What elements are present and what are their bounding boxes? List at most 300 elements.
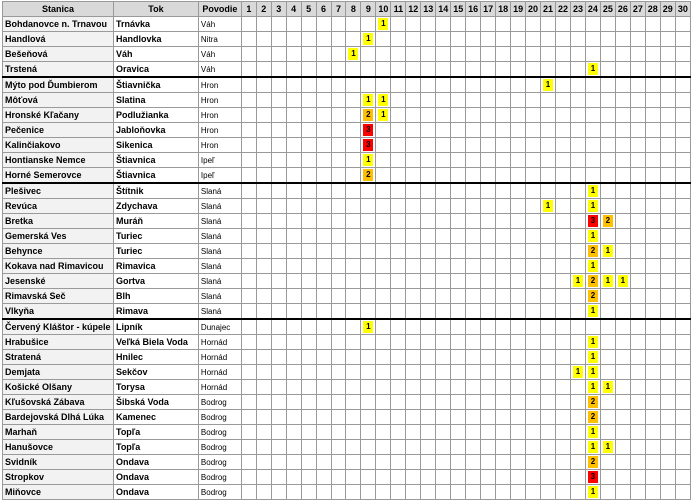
day-cell-30 (675, 17, 690, 32)
day-cell-1 (241, 304, 256, 320)
day-cell-30 (675, 47, 690, 62)
day-cell-2 (256, 274, 271, 289)
day-cell-27 (630, 425, 645, 440)
day-cell-15 (451, 470, 466, 485)
day-cell-5 (301, 319, 316, 335)
day-cell-5 (301, 425, 316, 440)
day-cell-8 (346, 32, 361, 47)
basin-cell: Váh (198, 47, 241, 62)
day-cell-3 (271, 62, 286, 78)
day-cell-20 (526, 123, 541, 138)
day-cell-8 (346, 199, 361, 214)
river-cell: Slatina (113, 93, 198, 108)
day-cell-26 (615, 183, 630, 199)
day-cell-28 (645, 335, 660, 350)
day-cell-23 (570, 304, 585, 320)
day-cell-14 (436, 244, 451, 259)
day-cell-8 (346, 93, 361, 108)
day-cell-30 (675, 289, 690, 304)
day-cell-28 (645, 304, 660, 320)
basin-cell: Slaná (198, 229, 241, 244)
day-cell-26 (615, 32, 630, 47)
day-cell-6 (316, 380, 331, 395)
day-cell-12 (406, 183, 421, 199)
day-cell-7 (331, 470, 346, 485)
day-cell-5 (301, 455, 316, 470)
day-cell-13 (421, 455, 436, 470)
day-cell-15 (451, 17, 466, 32)
day-cell-23 (570, 425, 585, 440)
day-cell-19 (511, 62, 526, 78)
day-cell-4 (286, 229, 301, 244)
day-cell-3 (271, 108, 286, 123)
day-cell-2 (256, 183, 271, 199)
day-cell-28 (645, 168, 660, 184)
table-row (3, 214, 691, 229)
day-cell-8 (346, 274, 361, 289)
day-cell-28 (645, 123, 660, 138)
day-cell-16 (466, 77, 481, 93)
day-cell-19 (511, 335, 526, 350)
day-cell-25 (600, 319, 615, 335)
day-cell-14 (436, 319, 451, 335)
table-row (3, 410, 691, 425)
day-cell-22 (556, 32, 571, 47)
day-cell-20 (526, 470, 541, 485)
day-cell-12 (406, 108, 421, 123)
day-cell-21 (541, 183, 556, 199)
day-cell-21 (541, 365, 556, 380)
day-cell-4 (286, 440, 301, 455)
day-cell-24 (585, 259, 600, 274)
day-cell-3 (271, 259, 286, 274)
day-cell-16 (466, 183, 481, 199)
day-cell-27 (630, 93, 645, 108)
day-cell-17 (481, 47, 496, 62)
day-cell-4 (286, 455, 301, 470)
header-day-16: 16 (466, 2, 481, 17)
day-cell-13 (421, 425, 436, 440)
day-cell-6 (316, 319, 331, 335)
station-cell: Môťová (3, 93, 114, 108)
day-cell-2 (256, 47, 271, 62)
day-cell-10 (376, 380, 391, 395)
day-cell-8 (346, 183, 361, 199)
day-cell-17 (481, 229, 496, 244)
day-cell-5 (301, 123, 316, 138)
day-cell-5 (301, 350, 316, 365)
day-cell-24 (585, 229, 600, 244)
flood-level-badge: 1 (588, 381, 598, 393)
day-cell-2 (256, 365, 271, 380)
day-cell-13 (421, 93, 436, 108)
day-cell-5 (301, 289, 316, 304)
day-cell-18 (496, 32, 511, 47)
day-cell-28 (645, 17, 660, 32)
day-cell-26 (615, 455, 630, 470)
day-cell-11 (391, 335, 406, 350)
day-cell-16 (466, 138, 481, 153)
day-cell-10 (376, 335, 391, 350)
header-day-26: 26 (615, 2, 630, 17)
header-day-5: 5 (301, 2, 316, 17)
day-cell-7 (331, 229, 346, 244)
flood-level-badge: 1 (603, 245, 613, 257)
day-cell-20 (526, 93, 541, 108)
day-cell-6 (316, 289, 331, 304)
day-cell-7 (331, 183, 346, 199)
day-cell-11 (391, 138, 406, 153)
day-cell-8 (346, 470, 361, 485)
day-cell-20 (526, 17, 541, 32)
basin-cell: Bodrog (198, 395, 241, 410)
day-cell-26 (615, 365, 630, 380)
day-cell-14 (436, 335, 451, 350)
day-cell-7 (331, 168, 346, 184)
day-cell-3 (271, 470, 286, 485)
day-cell-5 (301, 304, 316, 320)
day-cell-2 (256, 138, 271, 153)
day-cell-19 (511, 199, 526, 214)
day-cell-23 (570, 470, 585, 485)
day-cell-30 (675, 259, 690, 274)
header-day-22: 22 (556, 2, 571, 17)
day-cell-26 (615, 153, 630, 168)
day-cell-8 (346, 335, 361, 350)
day-cell-24 (585, 319, 600, 335)
day-cell-20 (526, 138, 541, 153)
day-cell-15 (451, 47, 466, 62)
day-cell-7 (331, 365, 346, 380)
day-cell-28 (645, 199, 660, 214)
day-cell-29 (660, 183, 675, 199)
day-cell-18 (496, 17, 511, 32)
day-cell-29 (660, 199, 675, 214)
day-cell-20 (526, 365, 541, 380)
day-cell-2 (256, 244, 271, 259)
day-cell-18 (496, 455, 511, 470)
day-cell-22 (556, 455, 571, 470)
day-cell-14 (436, 123, 451, 138)
station-cell: Hontianske Nemce (3, 153, 114, 168)
day-cell-19 (511, 123, 526, 138)
river-cell: Lipník (113, 319, 198, 335)
day-cell-30 (675, 199, 690, 214)
header-day-17: 17 (481, 2, 496, 17)
day-cell-24 (585, 410, 600, 425)
day-cell-13 (421, 410, 436, 425)
day-cell-20 (526, 485, 541, 500)
day-cell-16 (466, 350, 481, 365)
day-cell-7 (331, 335, 346, 350)
day-cell-1 (241, 77, 256, 93)
day-cell-4 (286, 108, 301, 123)
day-cell-30 (675, 93, 690, 108)
header-day-8: 8 (346, 2, 361, 17)
day-cell-18 (496, 425, 511, 440)
day-cell-30 (675, 380, 690, 395)
day-cell-27 (630, 335, 645, 350)
day-cell-5 (301, 229, 316, 244)
day-cell-22 (556, 380, 571, 395)
day-cell-17 (481, 62, 496, 78)
day-cell-28 (645, 62, 660, 78)
basin-cell: Hornád (198, 380, 241, 395)
day-cell-19 (511, 229, 526, 244)
river-cell: Podlužianka (113, 108, 198, 123)
day-cell-16 (466, 123, 481, 138)
day-cell-5 (301, 470, 316, 485)
day-cell-25 (600, 425, 615, 440)
day-cell-5 (301, 259, 316, 274)
day-cell-15 (451, 229, 466, 244)
flood-level-badge: 1 (378, 94, 388, 106)
day-cell-5 (301, 365, 316, 380)
day-cell-5 (301, 380, 316, 395)
day-cell-9 (361, 17, 376, 32)
day-cell-12 (406, 168, 421, 184)
day-cell-25 (600, 335, 615, 350)
table-row (3, 123, 691, 138)
day-cell-22 (556, 395, 571, 410)
day-cell-23 (570, 168, 585, 184)
day-cell-30 (675, 62, 690, 78)
day-cell-9 (361, 319, 376, 335)
day-cell-11 (391, 259, 406, 274)
day-cell-13 (421, 17, 436, 32)
day-cell-8 (346, 365, 361, 380)
day-cell-3 (271, 47, 286, 62)
day-cell-13 (421, 214, 436, 229)
day-cell-24 (585, 199, 600, 214)
day-cell-30 (675, 168, 690, 184)
day-cell-27 (630, 289, 645, 304)
day-cell-20 (526, 274, 541, 289)
day-cell-30 (675, 350, 690, 365)
day-cell-13 (421, 153, 436, 168)
day-cell-30 (675, 77, 690, 93)
day-cell-17 (481, 32, 496, 47)
day-cell-15 (451, 440, 466, 455)
day-cell-25 (600, 485, 615, 500)
day-cell-15 (451, 199, 466, 214)
day-cell-23 (570, 380, 585, 395)
day-cell-6 (316, 153, 331, 168)
day-cell-26 (615, 214, 630, 229)
day-cell-7 (331, 410, 346, 425)
day-cell-8 (346, 259, 361, 274)
station-cell: Vlkyňa (3, 304, 114, 320)
river-cell: Gortva (113, 274, 198, 289)
day-cell-9 (361, 77, 376, 93)
day-cell-26 (615, 395, 630, 410)
day-cell-10 (376, 168, 391, 184)
day-cell-12 (406, 214, 421, 229)
day-cell-17 (481, 183, 496, 199)
day-cell-30 (675, 395, 690, 410)
day-cell-25 (600, 138, 615, 153)
day-cell-19 (511, 289, 526, 304)
station-cell: Červený Kláštor - kúpele (3, 319, 114, 335)
day-cell-30 (675, 304, 690, 320)
day-cell-8 (346, 153, 361, 168)
day-cell-12 (406, 365, 421, 380)
day-cell-1 (241, 168, 256, 184)
table-row (3, 32, 691, 47)
day-cell-26 (615, 17, 630, 32)
day-cell-7 (331, 395, 346, 410)
day-cell-21 (541, 335, 556, 350)
day-cell-21 (541, 259, 556, 274)
day-cell-18 (496, 304, 511, 320)
day-cell-26 (615, 229, 630, 244)
day-cell-25 (600, 259, 615, 274)
day-cell-23 (570, 47, 585, 62)
day-cell-12 (406, 259, 421, 274)
day-cell-10 (376, 47, 391, 62)
day-cell-14 (436, 274, 451, 289)
day-cell-3 (271, 229, 286, 244)
flood-level-badge: 1 (348, 48, 358, 60)
day-cell-13 (421, 440, 436, 455)
day-cell-10 (376, 485, 391, 500)
day-cell-17 (481, 440, 496, 455)
day-cell-5 (301, 410, 316, 425)
day-cell-1 (241, 32, 256, 47)
day-cell-3 (271, 168, 286, 184)
day-cell-21 (541, 17, 556, 32)
basin-cell: Bodrog (198, 470, 241, 485)
day-cell-3 (271, 304, 286, 320)
day-cell-3 (271, 485, 286, 500)
day-cell-2 (256, 304, 271, 320)
day-cell-8 (346, 123, 361, 138)
day-cell-21 (541, 93, 556, 108)
day-cell-9 (361, 138, 376, 153)
day-cell-27 (630, 274, 645, 289)
day-cell-12 (406, 335, 421, 350)
river-cell: Rimava (113, 304, 198, 320)
table-row (3, 77, 691, 93)
day-cell-9 (361, 199, 376, 214)
day-cell-22 (556, 108, 571, 123)
river-cell: Ondava (113, 470, 198, 485)
day-cell-22 (556, 274, 571, 289)
day-cell-10 (376, 32, 391, 47)
day-cell-6 (316, 395, 331, 410)
header-day-29: 29 (660, 2, 675, 17)
basin-cell: Slaná (198, 304, 241, 320)
day-cell-4 (286, 350, 301, 365)
header-day-4: 4 (286, 2, 301, 17)
day-cell-17 (481, 138, 496, 153)
day-cell-5 (301, 274, 316, 289)
day-cell-10 (376, 214, 391, 229)
day-cell-21 (541, 168, 556, 184)
day-cell-1 (241, 380, 256, 395)
day-cell-1 (241, 138, 256, 153)
day-cell-10 (376, 199, 391, 214)
day-cell-5 (301, 138, 316, 153)
day-cell-24 (585, 380, 600, 395)
day-cell-20 (526, 153, 541, 168)
day-cell-29 (660, 17, 675, 32)
day-cell-27 (630, 183, 645, 199)
day-cell-22 (556, 365, 571, 380)
table-row (3, 274, 691, 289)
day-cell-24 (585, 214, 600, 229)
day-cell-11 (391, 47, 406, 62)
day-cell-7 (331, 47, 346, 62)
river-cell: Jabloňovka (113, 123, 198, 138)
day-cell-1 (241, 244, 256, 259)
day-cell-27 (630, 485, 645, 500)
day-cell-26 (615, 485, 630, 500)
day-cell-16 (466, 259, 481, 274)
table-row (3, 440, 691, 455)
day-cell-28 (645, 365, 660, 380)
day-cell-15 (451, 168, 466, 184)
day-cell-18 (496, 168, 511, 184)
flood-level-badge: 2 (363, 109, 373, 121)
day-cell-1 (241, 455, 256, 470)
day-cell-28 (645, 319, 660, 335)
day-cell-3 (271, 244, 286, 259)
day-cell-5 (301, 440, 316, 455)
day-cell-29 (660, 108, 675, 123)
day-cell-28 (645, 380, 660, 395)
header-day-3: 3 (271, 2, 286, 17)
table-row (3, 259, 691, 274)
day-cell-11 (391, 123, 406, 138)
day-cell-24 (585, 470, 600, 485)
basin-cell: Hornád (198, 350, 241, 365)
day-cell-25 (600, 17, 615, 32)
day-cell-12 (406, 77, 421, 93)
day-cell-22 (556, 17, 571, 32)
day-cell-10 (376, 62, 391, 78)
day-cell-3 (271, 93, 286, 108)
day-cell-19 (511, 319, 526, 335)
day-cell-20 (526, 410, 541, 425)
day-cell-26 (615, 440, 630, 455)
day-cell-24 (585, 153, 600, 168)
day-cell-30 (675, 485, 690, 500)
day-cell-11 (391, 455, 406, 470)
day-cell-11 (391, 380, 406, 395)
day-cell-6 (316, 183, 331, 199)
day-cell-6 (316, 62, 331, 78)
day-cell-30 (675, 319, 690, 335)
day-cell-11 (391, 410, 406, 425)
river-cell: Torysa (113, 380, 198, 395)
day-cell-22 (556, 138, 571, 153)
day-cell-22 (556, 440, 571, 455)
table-row (3, 289, 691, 304)
day-cell-3 (271, 32, 286, 47)
day-cell-5 (301, 93, 316, 108)
day-cell-14 (436, 214, 451, 229)
day-cell-19 (511, 304, 526, 320)
day-cell-14 (436, 350, 451, 365)
day-cell-12 (406, 470, 421, 485)
day-cell-4 (286, 274, 301, 289)
day-cell-29 (660, 153, 675, 168)
flood-level-badge: 1 (588, 351, 598, 363)
day-cell-23 (570, 62, 585, 78)
table-row (3, 455, 691, 470)
day-cell-7 (331, 244, 346, 259)
